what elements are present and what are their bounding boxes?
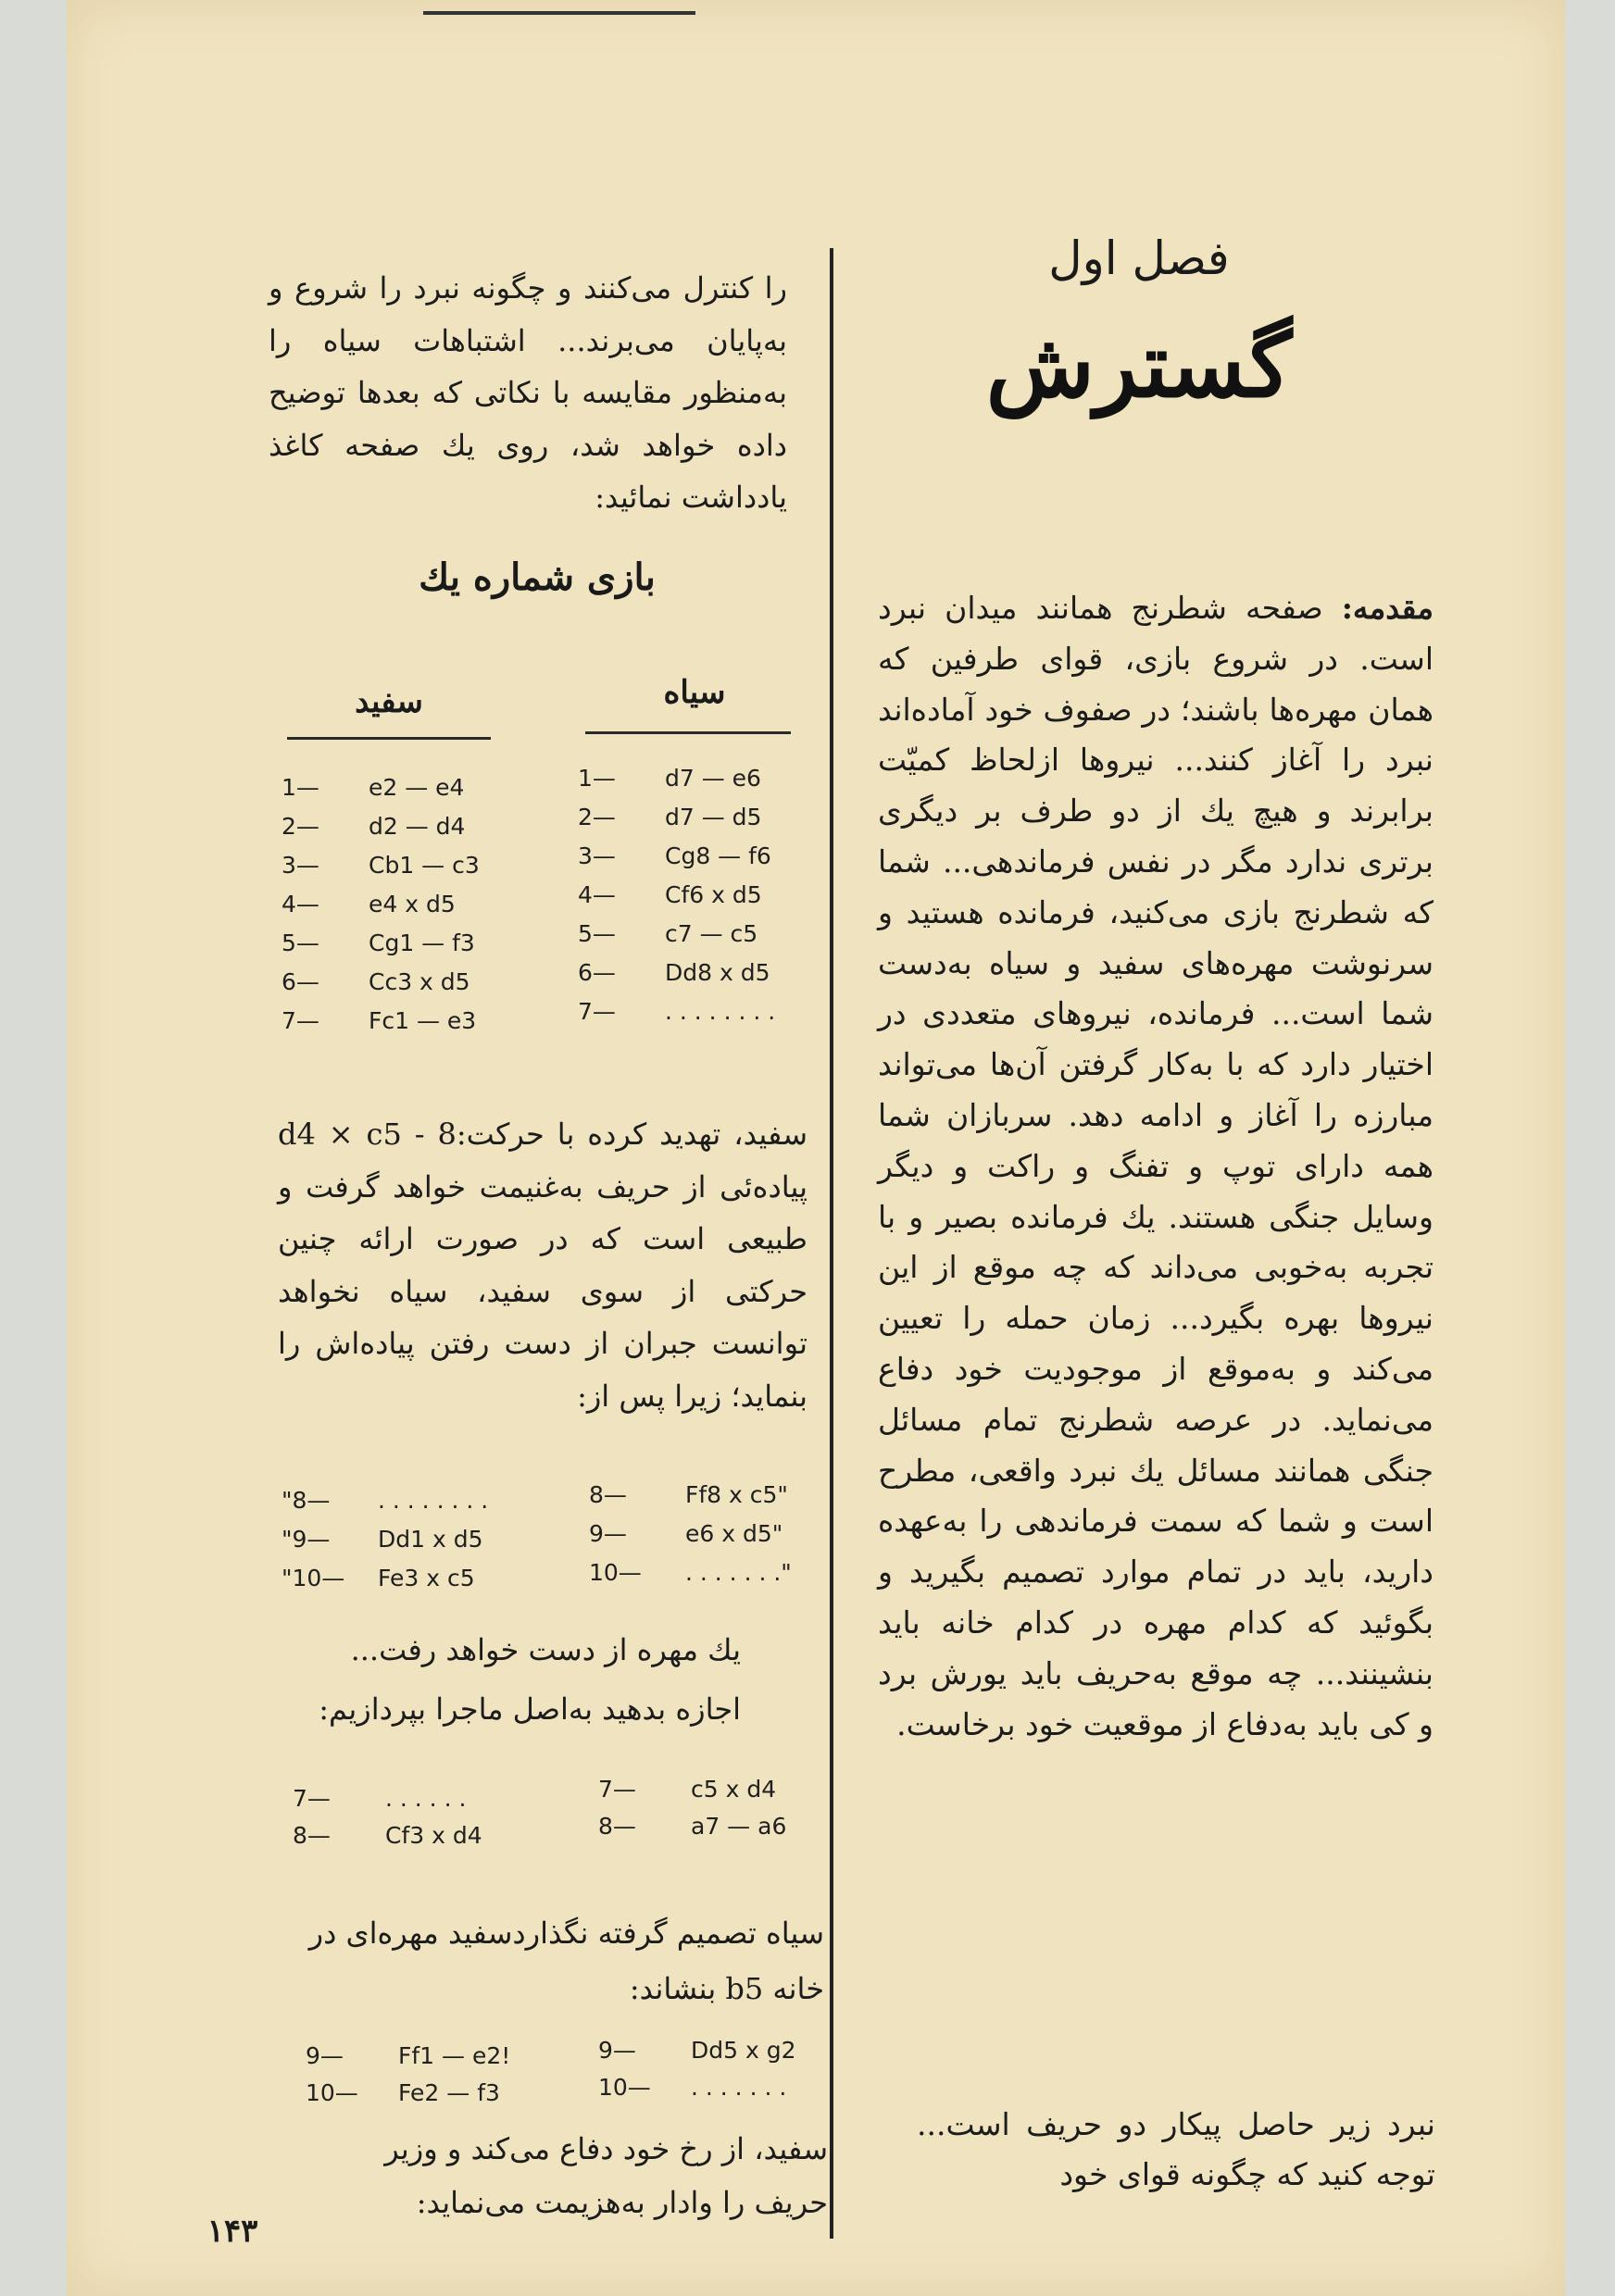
- move-number: "10—: [282, 1565, 345, 1591]
- move-row: [578, 959, 775, 998]
- move-row: [578, 765, 775, 804]
- move-row: [282, 774, 480, 813]
- intro-text: صفحه شطرنج همانند میدان نبرد است. در شروع بازی، قوای طرفین که همان مهره‌ها باشند؛ در صفوف خود آماده‌اند نبرد را آغاز کنند... نیروها ازلحاظ کمیّت برابرند و هیچ یك از دو طرف بر دیگری برتری ندارد مگر در نفس فرماندهی... شما که شطرنج بازی می‌کنید، فرمانده هستید و سرنوشت مهره‌های سفید و سیاه به‌دست شما است... فرمانده، نیروهای متعددی در اختیار دارد که با به‌کار گرفتن آن‌ها می‌تواند مبارزه را آغاز و ادامه دهد. سربازان شما همه دارای توپ و تفنگ و راکت و دیگر وسایل جنگی هستند. یك فرمانده بصیر و با تجربه به‌خوبی می‌داند که چه موقع از این نیروها بهره بگیرد... زمان حمله را تعیین می‌کند و به‌موقع از موجودیت خود دفاع می‌نماید. در عرصه شطرنج تمام مسائل جنگی همانند مسائل یك نبرد واقعی، مطرح است و شما که سمت فرماندهی را به‌عهده دارید، باید در تمام موارد تصمیم بگیرید و بگوئید که کدام مهره در کدام خانه باید بنشینند... چه موقع به‌حریف باید یورش برد و کی باید به‌دفاع از موقعیت خود برخاست.: [878, 590, 1433, 1742]
- move-number: 10—: [598, 2074, 651, 2101]
- move-notation: e6 x d5": [685, 1520, 783, 1547]
- white-moves-list-2: [293, 1785, 482, 1859]
- move-number: 7—: [578, 998, 616, 1025]
- move-number: 9—: [589, 1520, 627, 1547]
- move-notation: Dd1 x d5: [378, 1526, 483, 1553]
- move-notation: a7 — a6: [691, 1813, 787, 1840]
- move-row: [578, 842, 775, 881]
- black-moves-list-3: [598, 2037, 796, 2111]
- move-row: [282, 1565, 488, 1603]
- move-row: [578, 920, 775, 959]
- move-number: 3—: [578, 842, 616, 869]
- move-number: 2—: [282, 813, 319, 840]
- move-row: [282, 1487, 488, 1526]
- rook-defense-paragraph: سفید، از رخ خود دفاع می‌کند و وزیر حریف را وادار به‌هزیمت می‌نماید:: [384, 2131, 828, 2220]
- move-row: [598, 2037, 796, 2074]
- move-number: 7—: [282, 1007, 319, 1034]
- move-number: "9—: [282, 1526, 331, 1553]
- move-row: [306, 2042, 510, 2079]
- move-number: 1—: [282, 774, 319, 801]
- move-row: [282, 852, 480, 891]
- move-notation: . . . . . . . .: [665, 998, 776, 1025]
- black-moves-list-2: [598, 1776, 786, 1850]
- move-row: [589, 1520, 792, 1559]
- move-row: [578, 881, 775, 920]
- move-notation: d7 — e6: [665, 765, 761, 792]
- move-notation: Dd5 x g2: [691, 2037, 796, 2064]
- chapter-label: فصل اول: [1048, 231, 1230, 285]
- move-row: [282, 930, 480, 968]
- move-number: 10—: [589, 1559, 642, 1586]
- move-notation: . . . . . . . .: [378, 1487, 489, 1514]
- move-notation: Cb1 — c3: [369, 852, 480, 879]
- move-notation: e4 x d5: [369, 891, 456, 917]
- intro-paragraph: [878, 583, 1433, 1750]
- move-number: 6—: [282, 968, 319, 995]
- move-row: [578, 804, 775, 842]
- move-row: [598, 1776, 786, 1813]
- move-notation: d7 — d5: [665, 804, 762, 830]
- continuation-paragraph: را کنترل می‌کنند و چگونه نبرد را شروع و به‌پایان می‌برند... اشتباهات سیاه را به‌منظور مقایسه با نکاتی که بعدها توضیح داده خواهد شد، روی یك صفحه کاغذ یادداشت نمائید:: [269, 270, 787, 515]
- move-notation: c7 — c5: [665, 920, 758, 947]
- move-row: [282, 1526, 488, 1565]
- header-rule: [423, 11, 695, 15]
- move-notation: Cf3 x d4: [385, 1822, 482, 1849]
- threat-paragraph: سفید، تهدید کرده با حرکت:8 - d4 × c5 پیاده‌ئی از حریف به‌غنیمت خواهد گرفت و طبیعی است که در صورت ارائه چنین حرکتی از سوی سفید، سیاه نخواهد توانست جبران از دست رفتن پیاده‌اش را بنماید؛ زیرا پس از:: [278, 1117, 808, 1414]
- move-notation: Fe3 x c5: [378, 1565, 475, 1591]
- move-notation: Cf6 x d5: [665, 881, 762, 908]
- move-notation: e2 — e4: [369, 774, 465, 801]
- move-row: [589, 1481, 792, 1520]
- move-row: [293, 1785, 482, 1822]
- move-number: 8—: [293, 1822, 331, 1849]
- white-moves-list: [282, 774, 480, 1046]
- white-heading-rule: [287, 737, 491, 740]
- white-variation-list: [282, 1487, 488, 1603]
- move-notation: Ff8 x c5": [685, 1481, 788, 1508]
- white-moves-heading: سفید: [355, 683, 423, 720]
- move-row: [293, 1822, 482, 1859]
- move-notation: Dd8 x d5: [665, 959, 770, 986]
- move-number: 7—: [598, 1776, 636, 1803]
- white-moves-list-3: [306, 2042, 510, 2116]
- move-notation: Cg8 — f6: [665, 842, 771, 869]
- move-number: 7—: [293, 1785, 331, 1812]
- move-notation: . . . . . . .": [685, 1559, 792, 1586]
- move-number: 10—: [306, 2079, 358, 2106]
- lost-piece-paragraph: یك مهره از دست خواهد رفت... اجازه بدهید به‌اصل ماجرا بپردازیم:: [319, 1632, 741, 1727]
- move-notation: Cg1 — f3: [369, 930, 475, 956]
- move-notation: . . . . . . .: [691, 2074, 787, 2101]
- black-heading-rule: [585, 731, 791, 734]
- move-notation: Ff1 — e2!: [398, 2042, 511, 2069]
- b5-paragraph: سیاه تصمیم گرفته نگذاردسفید مهره‌ای در خانه b5 بنشاند:: [308, 1915, 824, 2006]
- column-divider: [830, 248, 833, 2239]
- move-number: 3—: [282, 852, 319, 879]
- move-row: [282, 891, 480, 930]
- move-number: 5—: [282, 930, 319, 956]
- move-number: 5—: [578, 920, 616, 947]
- move-number: 9—: [306, 2042, 344, 2069]
- move-row: [598, 2074, 796, 2111]
- move-number: 8—: [589, 1481, 627, 1508]
- intro-label: مقدمه:: [1341, 590, 1433, 626]
- black-variation-list: [589, 1481, 792, 1598]
- move-notation: . . . . . .: [385, 1785, 467, 1812]
- move-number: 2—: [578, 804, 616, 830]
- move-row: [598, 1813, 786, 1850]
- move-row: [282, 813, 480, 852]
- move-row: [306, 2079, 510, 2116]
- move-notation: Fc1 — e3: [369, 1007, 477, 1034]
- move-row: [282, 968, 480, 1007]
- move-row: [589, 1559, 792, 1598]
- move-number: 4—: [578, 881, 616, 908]
- closing-paragraph: نبرد زیر حاصل پیکار دو حریف است... توجه کنید که چگونه قوای خود: [917, 2106, 1435, 2192]
- move-number: "8—: [282, 1487, 331, 1514]
- move-number: 8—: [598, 1813, 636, 1840]
- move-notation: c5 x d4: [691, 1776, 777, 1803]
- move-row: [578, 998, 775, 1037]
- move-number: 1—: [578, 765, 616, 792]
- move-number: 9—: [598, 2037, 636, 2064]
- move-notation: Cc3 x d5: [369, 968, 470, 995]
- move-number: 4—: [282, 891, 319, 917]
- black-moves-list: [578, 765, 775, 1037]
- move-row: [282, 1007, 480, 1046]
- move-notation: Fe2 — f3: [398, 2079, 500, 2106]
- page-number: ۱۴۳: [207, 2213, 258, 2250]
- chapter-title: گسترش: [985, 313, 1293, 418]
- move-number: 6—: [578, 959, 616, 986]
- black-moves-heading: سیاه: [663, 674, 726, 711]
- game-title: بازی شماره یك: [419, 555, 656, 599]
- move-notation: d2 — d4: [369, 813, 466, 840]
